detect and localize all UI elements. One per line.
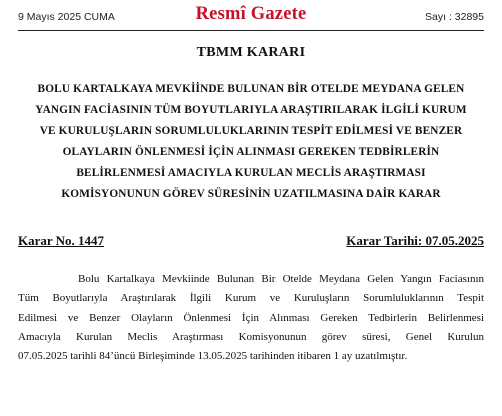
title-line: YANGIN FACİASININ TÜM BOYUTLARIYLA ARAŞTIRILARAK İLGİLİ KURUM (35, 104, 467, 116)
decision-meta (18, 233, 484, 251)
title-line: BOLU KARTALKAYA MEVKİİNDE BULUNAN BİR OTELDE MEYDANA GELEN (37, 83, 465, 95)
title-line: KOMİSYONUNUN GÖREV SÜRESİNİN UZATILMASINA DAİR KARAR (61, 188, 441, 200)
title-line: VE KURULUŞLARIN SORUMLULUKLARININ TESPİT EDİLMESİ VE BENZER (39, 125, 463, 137)
decision-number: Karar No. 1447 (18, 233, 105, 248)
issue-number: Sayı : 32895 (425, 11, 484, 23)
decision-title (18, 79, 484, 205)
body-line: Edilmesi ve Benzer Olayların Önlenmesi İçin Alınması Gereken Tedbirlerin Belirlenmesi (18, 311, 484, 324)
body-line: Bolu Kartalkaya Mevkiinde Bulunan Bir Otelde Meydana Gelen Yangın Faciasının (78, 273, 484, 285)
issue-date: 9 Mayıs 2025 CUMA (18, 11, 115, 23)
decision-body (18, 270, 484, 366)
document-type: TBMM KARARI (196, 45, 306, 60)
body-line: Tüm Boyutlarıyla Araştırılarak İlgili Kurum ve Kuruluşların Sorumluluklarının Tespit (18, 292, 484, 305)
header-rule (18, 30, 484, 31)
publication-title: Resmî Gazete (195, 4, 307, 24)
title-line: OLAYLARIN ÖNLENMESİ İÇİN ALINMASI GEREKEN TEDBİRLERİN (62, 146, 440, 158)
body-line: 07.05.2025 tarihli 84’üncü Birleşiminde 13.05.2025 tarihinden itibaren 1 ay uzatılmıştır. (18, 350, 408, 363)
decision-date: Karar Tarihi: 07.05.2025 (346, 233, 484, 248)
gazette-header (0, 0, 502, 38)
body-line: Amacıyla Kurulan Meclis Araştırması Komisyonunun görev süresi, Genel Kurulun (18, 330, 484, 343)
title-line: BELİRLENMESİ AMACIYLA KURULAN MECLİS ARAŞTIRMASI (76, 167, 426, 179)
